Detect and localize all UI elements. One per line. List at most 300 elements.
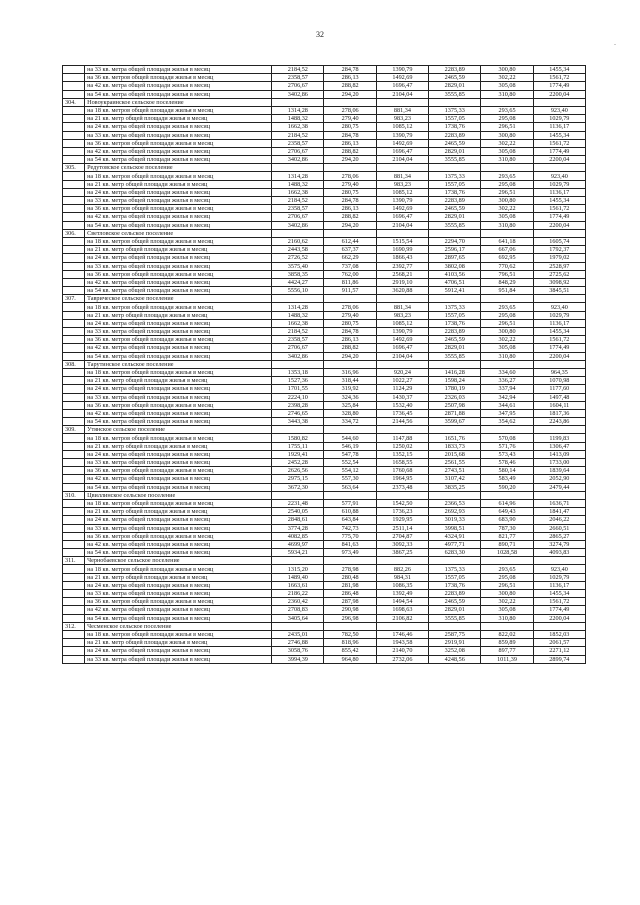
value-cell: 302,22 [481,74,533,82]
value-cell: 1177,60 [533,385,585,393]
value-cell: 286,13 [324,205,376,213]
table-row [63,90,586,98]
area-norm-label: на 18 кв. метров общей площади жилья в месяц [85,565,272,573]
area-norm-label: на 24 кв. метра общей площади жилья в месяц [85,319,272,327]
value-cell: 822,02 [481,630,533,638]
value-cell: 1488,32 [272,180,324,188]
area-norm-label: на 36 кв. метров общей площади жилья в месяц [85,205,272,213]
value-cell: 284,78 [324,197,376,205]
value-cell: 2106,82 [376,614,428,622]
row-index-cell [63,467,85,475]
value-cell: 1733,00 [533,459,585,467]
table-row [63,172,586,180]
row-index-cell [63,418,85,426]
value-cell: 2829,01 [429,344,481,352]
value-cell: 1696,47 [376,147,428,155]
value-cell: 280,48 [324,573,376,581]
area-norm-label: на 42 кв. метра общей площади жилья в месяц [85,344,272,352]
value-cell: 305,08 [481,344,533,352]
settlement-header-row [63,360,586,368]
value-cell: 354,62 [481,418,533,426]
area-norm-label: на 36 кв. метров общей площади жилья в месяц [85,401,272,409]
value-cell: 1085,12 [376,123,428,131]
empty-cell [429,98,481,106]
value-cell: 3274,79 [533,540,585,548]
table-row [63,368,586,376]
table-row [63,614,586,622]
value-cell: 1662,38 [272,123,324,131]
value-cell: 3555,85 [429,156,481,164]
area-norm-label: на 54 кв. метра общей площади жилья в месяц [85,614,272,622]
area-norm-label: на 36 кв. метров общей площади жилья в месяц [85,598,272,606]
value-cell: 4424,27 [272,278,324,286]
table-row [63,434,586,442]
value-cell: 1662,38 [272,319,324,327]
table-row [63,180,586,188]
table-row [63,237,586,245]
row-index-cell [63,581,85,589]
value-cell: 2283,89 [429,328,481,336]
value-cell: 3107,42 [429,475,481,483]
value-cell: 2899,74 [533,655,585,663]
row-index-cell [63,409,85,417]
value-cell: 3835,25 [429,483,481,491]
table-row [63,254,586,262]
value-cell: 1557,05 [429,180,481,188]
table-row [63,581,586,589]
value-cell: 1147,88 [376,434,428,442]
value-cell: 296,51 [481,319,533,327]
table-row [63,287,586,295]
empty-cell [376,360,428,368]
value-cell: 284,78 [324,131,376,139]
value-cell: 2052,90 [533,475,585,483]
value-cell: 295,08 [481,115,533,123]
area-norm-label: на 36 кв. метров общей площади жилья в месяц [85,336,272,344]
value-cell: 1124,29 [376,385,428,393]
value-cell: 2435,01 [272,630,324,638]
value-cell: 279,40 [324,311,376,319]
value-cell: 841,63 [324,540,376,548]
value-cell: 336,27 [481,377,533,385]
value-cell: 284,78 [324,66,376,74]
value-cell: 1561,72 [533,336,585,344]
value-cell: 302,22 [481,598,533,606]
value-cell: 319,92 [324,385,376,393]
row-index-cell [63,123,85,131]
area-norm-label: на 18 кв. метров общей площади жилья в месяц [85,630,272,638]
value-cell: 2746,65 [272,409,324,417]
table-row [63,319,586,327]
value-cell: 296,51 [481,188,533,196]
value-cell: 1390,79 [376,197,428,205]
value-cell: 1557,05 [429,573,481,581]
table-row [63,467,586,475]
value-cell: 3402,86 [272,90,324,98]
area-norm-label: на 24 кв. метра общей площади жилья в месяц [85,581,272,589]
value-cell: 1929,41 [272,450,324,458]
row-index-cell [63,336,85,344]
corner-mark: - [614,42,616,48]
table-row [63,565,586,573]
table-row [63,74,586,82]
value-cell: 1841,47 [533,508,585,516]
value-cell: 2540,05 [272,508,324,516]
value-cell: 2848,61 [272,516,324,524]
empty-cell [376,164,428,172]
value-cell: 951,84 [481,287,533,295]
table-row [63,82,586,90]
value-cell: 641,18 [481,237,533,245]
area-norm-label: на 36 кв. метров общей площади жилья в месяц [85,139,272,147]
value-cell: 1696,47 [376,82,428,90]
value-cell: 293,65 [481,303,533,311]
area-norm-label: на 18 кв. метров общей площади жилья в месяц [85,172,272,180]
empty-cell [429,622,481,630]
value-cell: 1315,20 [272,565,324,573]
table-row [63,303,586,311]
value-cell: 2366,53 [429,499,481,507]
table-row [63,573,586,581]
row-index-cell [63,565,85,573]
empty-cell [429,295,481,303]
table-row [63,598,586,606]
table-row [63,508,586,516]
area-norm-label: на 42 кв. метра общей площади жилья в месяц [85,213,272,221]
area-norm-label: на 36 кв. метров общей площади жилья в месяц [85,532,272,540]
value-cell: 2184,52 [272,328,324,336]
value-cell: 1488,32 [272,311,324,319]
value-cell: 2283,89 [429,197,481,205]
value-cell: 305,08 [481,147,533,155]
value-cell: 1701,55 [272,385,324,393]
value-cell: 923,40 [533,172,585,180]
value-cell: 278,06 [324,303,376,311]
value-cell: 1086,35 [376,581,428,589]
row-index-cell [63,262,85,270]
value-cell: 347,95 [481,409,533,417]
row-index-cell [63,254,85,262]
value-cell: 2829,01 [429,82,481,90]
value-cell: 3620,88 [376,287,428,295]
value-cell: 571,76 [481,442,533,450]
value-cell: 296,98 [324,614,376,622]
value-cell: 4082,85 [272,532,324,540]
value-cell: 294,20 [324,156,376,164]
value-cell: 2829,01 [429,606,481,614]
value-cell: 337,94 [481,385,533,393]
value-cell: 3672,30 [272,483,324,491]
area-norm-label: на 24 кв. метра общей площади жилья в месяц [85,516,272,524]
empty-cell [272,295,324,303]
area-norm-label: на 18 кв. метров общей площади жилья в месяц [85,237,272,245]
settlement-header-row [63,295,586,303]
value-cell: 3252,08 [429,647,481,655]
value-cell: 1561,72 [533,205,585,213]
empty-cell [429,360,481,368]
row-index-cell [63,499,85,507]
value-cell: 983,23 [376,115,428,123]
value-cell: 897,77 [481,647,533,655]
value-cell: 796,51 [481,270,533,278]
empty-cell [324,229,376,237]
value-cell: 287,98 [324,598,376,606]
value-cell: 4093,83 [533,549,585,557]
table-row [63,639,586,647]
table-row [63,106,586,114]
row-index-cell [63,434,85,442]
value-cell: 2465,59 [429,139,481,147]
value-cell: 583,49 [481,475,533,483]
value-cell: 557,30 [324,475,376,483]
value-cell: 1738,76 [429,319,481,327]
row-index-cell [63,532,85,540]
value-cell: 3858,35 [272,270,324,278]
value-cell: 1085,12 [376,188,428,196]
area-norm-label: на 21 кв. метр общей площади жилья в месяц [85,311,272,319]
value-cell: 1736,23 [376,508,428,516]
value-cell: 2104,04 [376,90,428,98]
value-cell: 818,96 [324,639,376,647]
value-cell: 2160,62 [272,237,324,245]
table-row [63,221,586,229]
value-cell: 775,70 [324,532,376,540]
value-cell: 923,40 [533,106,585,114]
value-cell: 281,98 [324,581,376,589]
value-cell: 1492,69 [376,336,428,344]
value-cell: 295,08 [481,311,533,319]
table-row [63,188,586,196]
area-norm-label: на 18 кв. метров общей площади жилья в месяц [85,303,272,311]
value-cell: 2184,52 [272,131,324,139]
value-cell: 637,37 [324,246,376,254]
value-cell: 983,23 [376,180,428,188]
area-norm-label: на 42 кв. метра общей площади жилья в месяц [85,278,272,286]
row-index-cell [63,614,85,622]
table-row [63,262,586,270]
area-norm-label: на 33 кв. метра общей площади жилья в месяц [85,197,272,205]
value-cell: 2561,55 [429,459,481,467]
area-norm-label: на 42 кв. метра общей площади жилья в месяц [85,409,272,417]
value-cell: 2465,59 [429,336,481,344]
row-index-cell [63,205,85,213]
value-cell: 1029,79 [533,180,585,188]
value-cell: 1651,76 [429,434,481,442]
value-cell: 3092,33 [376,540,428,548]
empty-cell [376,491,428,499]
value-cell: 1738,76 [429,123,481,131]
table-row [63,205,586,213]
value-cell: 882,26 [376,565,428,573]
value-cell: 2897,65 [429,254,481,262]
value-cell: 1455,34 [533,131,585,139]
table-row [63,549,586,557]
row-index-cell [63,606,85,614]
value-cell: 881,34 [376,303,428,311]
value-cell: 2200,04 [533,352,585,360]
area-norm-label: на 36 кв. метров общей площади жилья в месяц [85,270,272,278]
value-cell: 3802,08 [429,262,481,270]
value-cell: 2871,88 [429,409,481,417]
empty-cell [533,98,585,106]
empty-cell [429,426,481,434]
value-cell: 2046,22 [533,516,585,524]
row-index-cell [63,303,85,311]
table-row [63,483,586,491]
value-cell: 923,40 [533,303,585,311]
value-cell: 300,80 [481,66,533,74]
value-cell: 811,86 [324,278,376,286]
value-cell: 1314,28 [272,106,324,114]
value-cell: 2626,56 [272,467,324,475]
table-row [63,270,586,278]
row-index-cell [63,90,85,98]
settlement-name: Чернобаевское сельское поселение [85,557,272,565]
area-norm-label: на 18 кв. метров общей площади жилья в месяц [85,499,272,507]
row-index-cell [63,156,85,164]
settlement-name: Редутовское сельское поселение [85,164,272,172]
value-cell: 1390,79 [376,66,428,74]
value-cell: 1929,95 [376,516,428,524]
area-norm-label: на 36 кв. метров общей площади жилья в месяц [85,467,272,475]
value-cell: 2243,86 [533,418,585,426]
value-cell: 2200,04 [533,614,585,622]
value-cell: 1375,33 [429,303,481,311]
row-index-cell [63,270,85,278]
settlement-number: 307. [63,295,85,303]
row-index-cell [63,450,85,458]
value-cell: 1527,36 [272,377,324,385]
row-index-cell [63,197,85,205]
value-cell: 544,60 [324,434,376,442]
value-cell: 3998,51 [429,524,481,532]
value-cell: 1760,68 [376,467,428,475]
value-cell: 1492,69 [376,139,428,147]
area-norm-label: на 33 кв. метра общей площади жилья в месяц [85,393,272,401]
table-row [63,450,586,458]
empty-cell [481,557,533,565]
value-cell: 1943,58 [376,639,428,647]
row-index-cell [63,655,85,663]
value-cell: 2829,01 [429,147,481,155]
row-index-cell [63,639,85,647]
value-cell: 278,06 [324,106,376,114]
value-cell: 1662,38 [272,188,324,196]
value-cell: 2358,57 [272,336,324,344]
settlement-name: Цвиллинское сельское поселение [85,491,272,499]
value-cell: 296,51 [481,581,533,589]
value-cell: 2452,28 [272,459,324,467]
table-row [63,532,586,540]
value-cell: 294,20 [324,90,376,98]
row-index-cell [63,590,85,598]
row-index-cell [63,328,85,336]
empty-cell [533,164,585,172]
value-cell: 293,65 [481,565,533,573]
value-cell: 2465,59 [429,598,481,606]
settlement-header-row [63,557,586,565]
value-cell: 286,13 [324,139,376,147]
row-index-cell [63,311,85,319]
value-cell: 300,80 [481,197,533,205]
value-cell: 692,95 [481,254,533,262]
table-row [63,213,586,221]
value-cell: 4977,71 [429,540,481,548]
table-row [63,197,586,205]
value-cell: 1455,34 [533,197,585,205]
area-norm-label: на 18 кв. метров общей площади жилья в месяц [85,368,272,376]
table-row [63,328,586,336]
value-cell: 2061,57 [533,639,585,647]
value-cell: 554,12 [324,467,376,475]
value-cell: 2706,67 [272,344,324,352]
value-cell: 2231,48 [272,499,324,507]
row-index-cell [63,549,85,557]
area-norm-label: на 33 кв. метра общей площади жилья в месяц [85,524,272,532]
value-cell: 2732,06 [376,655,428,663]
table-row [63,516,586,524]
value-cell: 643,84 [324,516,376,524]
value-cell: 2726,52 [272,254,324,262]
value-cell: 848,29 [481,278,533,286]
value-cell: 1028,58 [481,549,533,557]
value-cell: 2465,59 [429,74,481,82]
table-row [63,336,586,344]
empty-cell [481,295,533,303]
area-norm-label: на 54 кв. метра общей площади жилья в месяц [85,156,272,164]
value-cell: 325,84 [324,401,376,409]
settlement-number: 304. [63,98,85,106]
empty-cell [429,229,481,237]
value-cell: 280,75 [324,188,376,196]
table-row [63,475,586,483]
area-norm-label: на 42 кв. метра общей площади жилья в месяц [85,82,272,90]
table-row [63,131,586,139]
empty-cell [324,295,376,303]
value-cell: 590,20 [481,483,533,491]
value-cell: 5912,41 [429,287,481,295]
row-index-cell [63,287,85,295]
value-cell: 1605,74 [533,237,585,245]
value-cell: 302,22 [481,205,533,213]
empty-cell [376,98,428,106]
area-norm-label: на 21 кв. метр общей площади жилья в месяц [85,639,272,647]
row-index-cell [63,598,85,606]
table-row [63,418,586,426]
value-cell: 762,00 [324,270,376,278]
area-norm-label: на 54 кв. метра общей площади жилья в месяц [85,418,272,426]
value-cell: 2200,04 [533,221,585,229]
area-norm-label: на 24 кв. метра общей площади жилья в месяц [85,188,272,196]
row-index-cell [63,352,85,360]
value-cell: 1390,79 [376,328,428,336]
value-cell: 911,57 [324,287,376,295]
empty-cell [324,164,376,172]
empty-cell [272,360,324,368]
empty-cell [272,164,324,172]
settlement-name: Светловское сельское поселение [85,229,272,237]
value-cell: 737,08 [324,262,376,270]
value-cell: 1557,05 [429,311,481,319]
value-cell: 296,51 [481,123,533,131]
empty-cell [533,557,585,565]
value-cell: 1375,33 [429,172,481,180]
value-cell: 2271,12 [533,647,585,655]
table-row [63,647,586,655]
area-norm-label: на 42 кв. метра общей площади жилья в месяц [85,147,272,155]
value-cell: 2568,21 [376,270,428,278]
value-cell: 305,08 [481,213,533,221]
